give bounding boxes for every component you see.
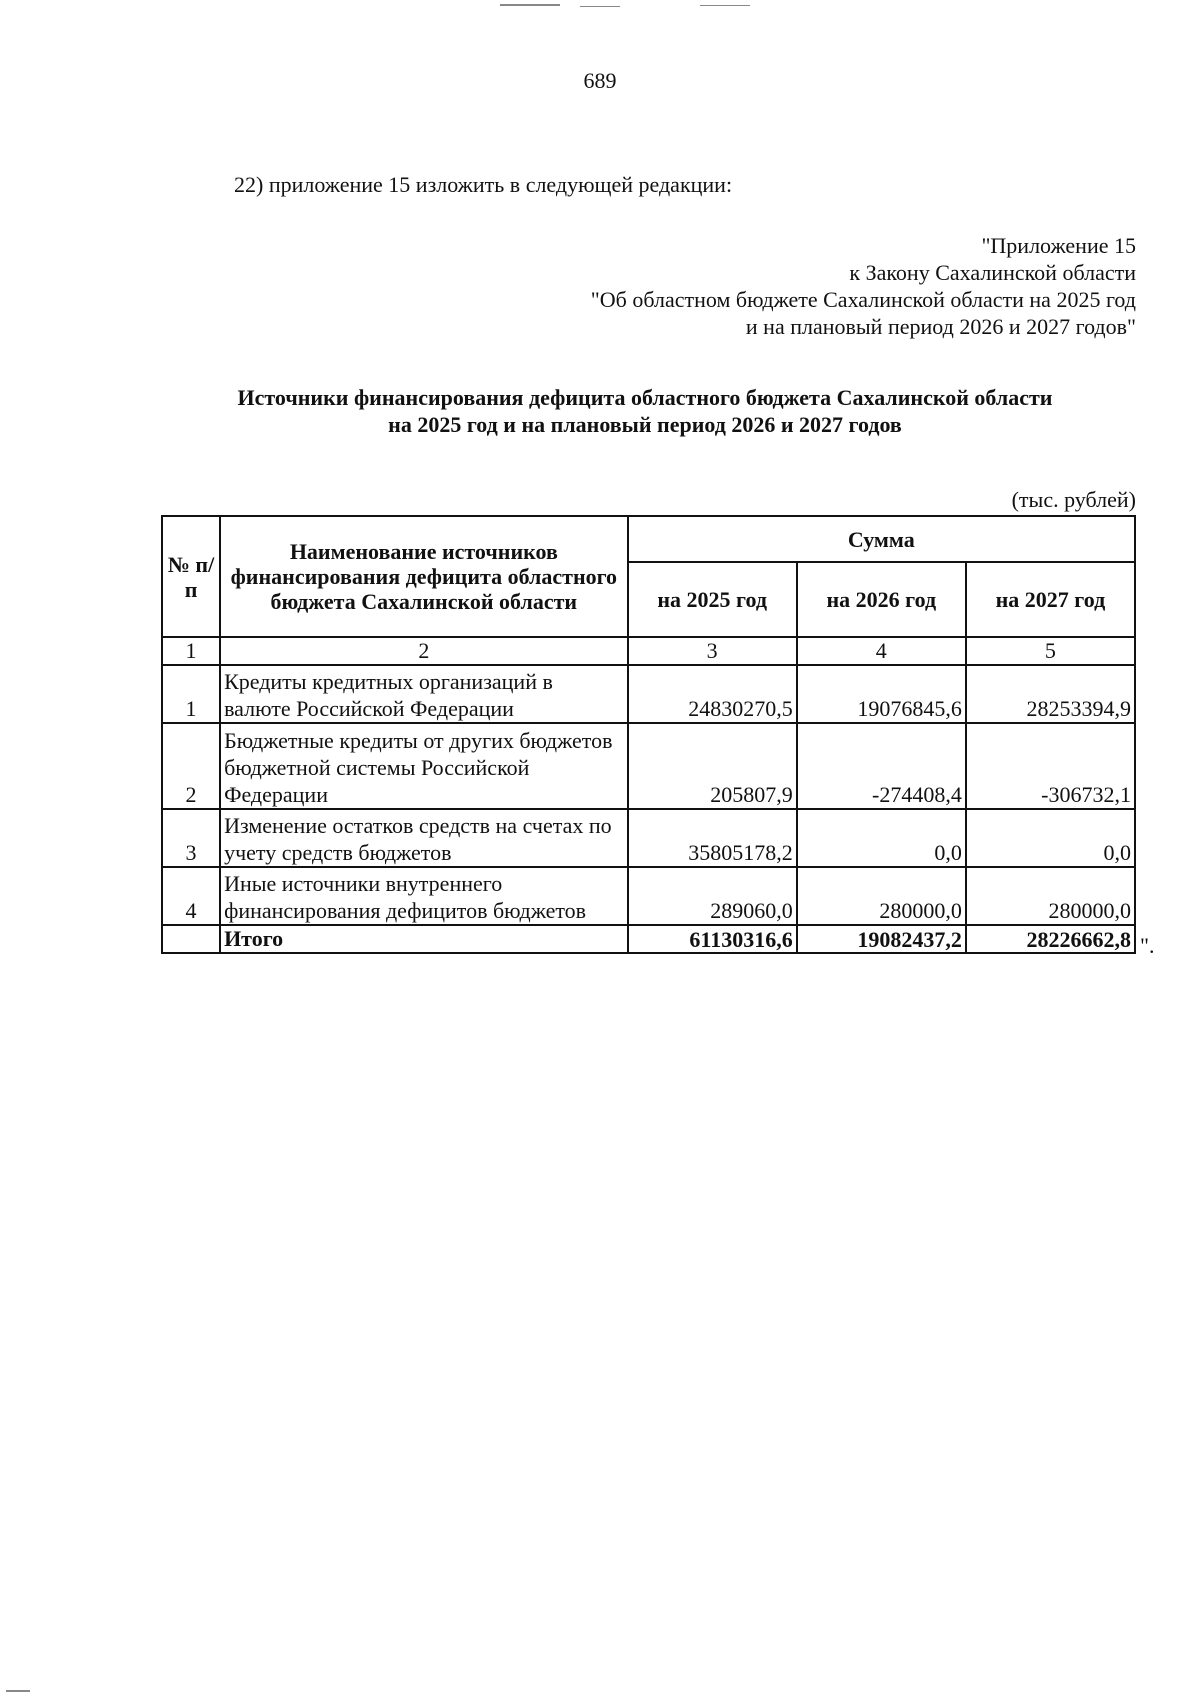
- title-line: на 2025 год и на плановый период 2026 и 2027 годов: [388, 412, 902, 437]
- page-number: 689: [583, 68, 617, 93]
- value-2026: 19076845,6: [797, 665, 966, 723]
- value-2027: 0,0: [966, 809, 1135, 867]
- closing-quote: ".: [1140, 933, 1155, 958]
- header-sum: Сумма: [628, 516, 1135, 562]
- value-2027: -306732,1: [966, 723, 1135, 809]
- table-row: [162, 809, 1135, 867]
- column-index: 5: [966, 637, 1135, 665]
- appendix-reference: [591, 232, 1136, 340]
- value-2025: 205807,9: [628, 723, 797, 809]
- value-2026: -274408,4: [797, 723, 966, 809]
- header-number: № п/п: [162, 516, 220, 637]
- row-name: Изменение остатков средств на счетах по учету средств бюджетов: [220, 809, 628, 867]
- total-2027: 28226662,8: [966, 925, 1135, 953]
- value-2027: 280000,0: [966, 867, 1135, 925]
- total-number-cell: [162, 925, 220, 953]
- value-2025: 289060,0: [628, 867, 797, 925]
- column-index: 2: [220, 637, 628, 665]
- appendix-ref-line: к Закону Сахалинской области: [849, 260, 1136, 285]
- header-year-2026: на 2026 год: [797, 562, 966, 637]
- row-number: 2: [162, 723, 220, 809]
- column-index: 1: [162, 637, 220, 665]
- scan-speck: [6, 1690, 30, 1692]
- column-index: 4: [797, 637, 966, 665]
- units-label: (тыс. рублей): [1011, 487, 1136, 512]
- table-row: [162, 867, 1135, 925]
- column-index: 3: [628, 637, 797, 665]
- appendix-ref-line: "Об областном бюджете Сахалинской области на 2025 год: [590, 287, 1136, 312]
- total-2025: 61130316,6: [628, 925, 797, 953]
- row-number: 1: [162, 665, 220, 723]
- appendix-ref-line: "Приложение 15: [981, 233, 1136, 258]
- total-row: [162, 925, 1135, 953]
- scan-speck: [700, 5, 750, 6]
- value-2025: 24830270,5: [628, 665, 797, 723]
- scan-speck: [500, 4, 560, 6]
- appendix-ref-line: и на плановый период 2026 и 2027 годов": [745, 314, 1136, 339]
- column-index-row: [162, 637, 1135, 665]
- value-2026: 0,0: [797, 809, 966, 867]
- total-label: Итого: [220, 925, 628, 953]
- row-name: Бюджетные кредиты от других бюджетов бюджетной системы Российской Федерации: [220, 723, 628, 809]
- document-title: [0, 384, 1200, 438]
- total-2026: 19082437,2: [797, 925, 966, 953]
- value-2025: 35805178,2: [628, 809, 797, 867]
- header-year-2027: на 2027 год: [966, 562, 1135, 637]
- intro-text: 22) приложение 15 изложить в следующей редакции:: [234, 172, 733, 197]
- scan-speck: [580, 6, 620, 7]
- value-2026: 280000,0: [797, 867, 966, 925]
- title-line: Источники финансирования дефицита областного бюджета Сахалинской области: [237, 385, 1053, 410]
- table-row: [162, 723, 1135, 809]
- row-name: Иные источники внутреннего финансирования дефицитов бюджетов: [220, 867, 628, 925]
- header-year-2025: на 2025 год: [628, 562, 797, 637]
- row-number: 4: [162, 867, 220, 925]
- header-name: Наименование источников финансирования дефицита областного бюджета Сахалинской области: [220, 516, 628, 637]
- financing-sources-table: [161, 515, 1136, 954]
- row-number: 3: [162, 809, 220, 867]
- table-row: [162, 665, 1135, 723]
- row-name: Кредиты кредитных организаций в валюте Российской Федерации: [220, 665, 628, 723]
- value-2027: 28253394,9: [966, 665, 1135, 723]
